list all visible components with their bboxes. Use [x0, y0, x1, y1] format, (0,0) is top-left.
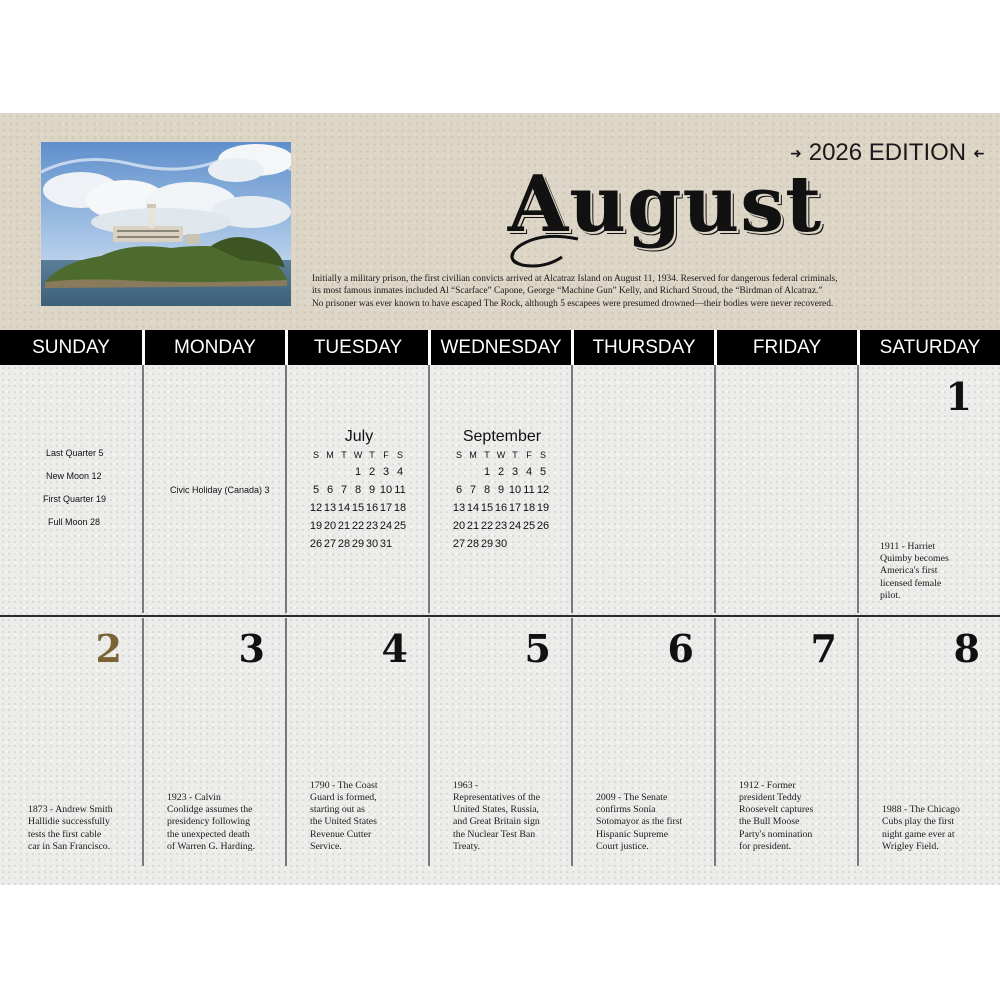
- day-number: 5: [524, 626, 551, 671]
- mini-calendar-day: 30: [365, 538, 379, 550]
- mini-calendar-dow: T: [341, 450, 347, 460]
- mini-calendar-day: 8: [354, 484, 362, 496]
- event-line: 1988 - The Chicago: [882, 804, 960, 816]
- day-event: [882, 804, 998, 853]
- mini-calendar-day: 3: [511, 466, 519, 478]
- mini-calendar-day: 6: [326, 484, 334, 496]
- event-line: 1790 - The Coast: [310, 779, 378, 791]
- edition-text: 2026 EDITION: [808, 139, 967, 166]
- mini-calendar-week: [309, 463, 409, 481]
- event-line: confirms Sonia: [596, 804, 656, 816]
- day-event: [739, 780, 855, 853]
- event-line: for president.: [739, 840, 792, 852]
- mini-calendar-day: 12: [536, 484, 550, 496]
- mini-calendar-day: 19: [536, 502, 550, 514]
- mini-calendar-day: 17: [379, 502, 393, 514]
- day-event: [310, 780, 426, 853]
- mini-calendar-dow-row: [309, 447, 409, 463]
- mini-calendar-day: 6: [455, 484, 463, 496]
- blurb-line: Initially a military prison, the first civilian convicts arrived at Alcatraz Island on August 11, 1934. Reserved for dangerous federal criminals,: [312, 274, 838, 284]
- event-line: 1911 - Harriet: [880, 541, 936, 552]
- mini-calendar-week: [452, 463, 552, 481]
- mini-calendar-day: 21: [466, 520, 480, 532]
- mini-calendar-day: 28: [337, 538, 351, 550]
- calendar-grid: [0, 365, 1000, 885]
- event-line: 2009 - The Senate: [596, 792, 668, 803]
- mini-calendar-week: [309, 499, 409, 517]
- historical-blurb: [312, 273, 990, 310]
- left-arrow-icon: ➜: [973, 144, 985, 161]
- event-line: starting out as: [310, 804, 365, 816]
- mini-calendar-day: [536, 535, 550, 553]
- mini-calendar-dow: S: [455, 450, 462, 460]
- mini-calendar-day: 9: [497, 484, 505, 496]
- mini-calendar-day: [452, 463, 466, 481]
- event-line: Representatives of the: [453, 792, 541, 803]
- day-number: 2: [95, 626, 122, 671]
- mini-calendar-week: [309, 481, 409, 499]
- event-line: Court justice.: [596, 840, 649, 852]
- mini-calendar-day: 22: [480, 520, 494, 532]
- event-line: Hispanic Supreme: [596, 828, 669, 840]
- mini-calendar-day: 25: [522, 520, 536, 532]
- mini-calendar-dow: T: [512, 450, 518, 460]
- mini-calendar-day: [309, 463, 323, 481]
- event-line: the Nuclear Test Ban: [453, 828, 536, 840]
- mini-calendar-day: 16: [365, 502, 379, 514]
- holiday-note: Civic Holiday (Canada) 3: [170, 485, 270, 495]
- mini-calendar-day: 21: [337, 520, 351, 532]
- mini-calendar-dow: S: [396, 450, 403, 460]
- mini-calendar-dow: T: [369, 450, 375, 460]
- event-line: the unexpected death: [167, 828, 250, 840]
- mini-calendar-july: [309, 427, 409, 553]
- event-line: Roosevelt captures: [739, 804, 814, 816]
- mini-calendar-dow: M: [469, 450, 477, 460]
- mini-calendar-day: 30: [494, 538, 508, 550]
- mini-calendar-dow-row: [452, 447, 552, 463]
- event-line: night game ever at: [882, 828, 955, 840]
- event-line: and Great Britain sign: [453, 816, 540, 828]
- mini-calendar-day: 4: [396, 466, 404, 478]
- day-event: [453, 780, 569, 853]
- weekday-friday: FRIDAY: [752, 337, 822, 358]
- day-number: 8: [953, 626, 980, 671]
- mini-calendar-day: 26: [536, 520, 550, 532]
- event-line: Treaty.: [453, 840, 481, 852]
- event-line: America's first: [880, 565, 938, 577]
- event-line: car in San Francisco.: [28, 840, 111, 852]
- weekday-wednesday: WEDNESDAY: [440, 337, 562, 358]
- mini-calendar-day: 3: [382, 466, 390, 478]
- day-event: [28, 804, 146, 853]
- calendar-page: [0, 113, 1000, 885]
- event-line: Revenue Cutter: [310, 828, 372, 840]
- event-line: president Teddy: [739, 792, 802, 803]
- mini-calendar-dow: F: [383, 450, 389, 460]
- mini-calendar-day: 31: [379, 538, 393, 550]
- mini-calendar-week: [309, 517, 409, 535]
- mini-calendar-day: 11: [523, 484, 535, 496]
- mini-calendar-day: 16: [494, 502, 508, 514]
- mini-calendar-title: July: [344, 428, 374, 445]
- event-line: the United States: [310, 816, 377, 828]
- mini-calendar-day: [508, 535, 522, 553]
- mini-calendar-day: 5: [312, 484, 320, 496]
- event-line: United States, Russia,: [453, 804, 539, 816]
- mini-calendar-day: 13: [452, 502, 466, 514]
- event-line: 1912 - Former: [739, 779, 796, 791]
- day-number: 3: [238, 626, 265, 671]
- mini-calendar-day: [522, 535, 536, 553]
- mini-calendar-weeks: [309, 463, 409, 553]
- mini-calendar-dow: F: [526, 450, 532, 460]
- day-number: 7: [810, 626, 837, 671]
- mini-calendar-week: [452, 481, 552, 499]
- moon-phase-item: First Quarter 19: [43, 494, 107, 504]
- mini-calendar-day: 15: [351, 502, 365, 514]
- mini-calendar-day: 20: [323, 520, 337, 532]
- event-line: Cubs play the first: [882, 816, 955, 828]
- event-line: Wrigley Field.: [882, 840, 939, 852]
- mini-calendar-day: 28: [466, 538, 480, 550]
- mini-calendar-day: 10: [379, 484, 393, 496]
- mini-calendar-day: 12: [309, 502, 323, 514]
- event-line: Guard is formed,: [310, 792, 377, 803]
- weekday-tuesday: TUESDAY: [313, 337, 403, 358]
- mini-calendar-day: 25: [393, 520, 407, 532]
- event-line: pilot.: [880, 589, 901, 601]
- calendar-header: [0, 113, 1000, 331]
- mini-calendar-day: 15: [480, 502, 494, 514]
- mini-calendar-day: 24: [379, 520, 393, 532]
- mini-calendar-day: 9: [368, 484, 376, 496]
- mini-calendar-week: [452, 535, 552, 553]
- event-line: Party's nomination: [739, 828, 813, 840]
- mini-calendar-day: 13: [323, 502, 337, 514]
- mini-calendar-day: 23: [365, 520, 379, 532]
- day-number: 6: [667, 626, 694, 671]
- mini-calendar-day: 14: [466, 502, 480, 514]
- mini-calendar-day: 27: [323, 538, 337, 550]
- event-line: Service.: [310, 840, 342, 852]
- mini-calendar-day: 22: [351, 520, 365, 532]
- event-line: Coolidge assumes the: [167, 804, 253, 816]
- mini-calendar-day: 20: [452, 520, 466, 532]
- mini-calendar-day: 2: [368, 466, 376, 478]
- mini-calendar-day: [337, 463, 351, 481]
- mini-calendar-day: 11: [394, 484, 406, 496]
- mini-calendar-dow: S: [312, 450, 319, 460]
- blurb-line: No prisoner was ever known to have escaped The Rock, although 5 escapees were presumed drowned—their bodies were never recovered.: [312, 298, 834, 309]
- event-line: presidency following: [167, 816, 250, 828]
- mini-calendar-day: 14: [337, 502, 351, 514]
- weekday-saturday: SATURDAY: [879, 337, 981, 358]
- month-title: August: [507, 159, 823, 250]
- mini-calendar-day: 1: [354, 466, 362, 478]
- event-line: Hallidie successfully: [28, 816, 110, 828]
- mini-calendar-day: 18: [393, 502, 407, 514]
- mini-calendar-dow: W: [496, 450, 506, 460]
- event-line: 1873 - Andrew Smith: [28, 804, 113, 816]
- day-event: [596, 792, 712, 853]
- event-line: Quimby becomes: [880, 553, 949, 565]
- event-line: Sotomayor as the first: [596, 816, 683, 828]
- event-line: of Warren G. Harding.: [167, 840, 255, 852]
- mini-calendar-day: 19: [309, 520, 323, 532]
- mini-calendar-weeks: [452, 463, 552, 553]
- mini-calendar-day: 18: [522, 502, 536, 514]
- day-number: 1: [945, 374, 972, 419]
- weekday-sunday: SUNDAY: [32, 337, 110, 358]
- mini-calendar-day: 4: [525, 466, 533, 478]
- event-line: licensed female: [880, 577, 942, 589]
- day-number: 4: [381, 626, 408, 671]
- mini-calendar-day: 24: [508, 520, 522, 532]
- mini-calendar-day: 27: [452, 538, 466, 550]
- mini-calendar-dow: S: [539, 450, 546, 460]
- mini-calendar-day: 1: [483, 466, 491, 478]
- mini-calendar-week: [452, 517, 552, 535]
- mini-calendar-week: [309, 535, 409, 553]
- day-event: [167, 792, 283, 853]
- mini-calendar-day: [323, 463, 337, 481]
- day-event: [880, 541, 980, 602]
- mini-calendar-day: 7: [340, 484, 348, 496]
- mini-calendar-day: 7: [469, 484, 477, 496]
- mini-calendar-day: 10: [508, 484, 522, 496]
- mini-calendar-day: 17: [508, 502, 522, 514]
- mini-calendar-day: 26: [309, 538, 323, 550]
- weekday-header-bar: [0, 330, 1000, 365]
- mini-calendar-day: 5: [539, 466, 547, 478]
- mini-calendar-day: 29: [351, 538, 365, 550]
- weekday-monday: MONDAY: [174, 337, 256, 358]
- event-line: the Bull Moose: [739, 816, 800, 828]
- moon-phase-item: Full Moon 28: [48, 517, 101, 527]
- weekday-thursday: THURSDAY: [592, 337, 696, 358]
- mini-calendar-day: [393, 535, 407, 553]
- mini-calendar-dow: W: [353, 450, 363, 460]
- mini-calendar-title: September: [462, 428, 542, 445]
- event-line: 1923 - Calvin: [167, 792, 221, 803]
- moon-phase-item: Last Quarter 5: [46, 448, 104, 458]
- mini-calendar-day: 8: [483, 484, 491, 496]
- moon-phase-item: New Moon 12: [46, 471, 102, 481]
- mini-calendar-day: 29: [480, 538, 494, 550]
- mini-calendar-dow: M: [326, 450, 334, 460]
- right-arrow-icon: ➜: [790, 144, 802, 161]
- mini-calendar-day: 2: [497, 466, 505, 478]
- mini-calendar-dow: T: [484, 450, 490, 460]
- alcatraz-photo: [41, 142, 291, 306]
- blurb-line: its most famous inmates included Al “Scarface” Capone, George “Machine Gun” Kelly, and Richard Stroud, the “Birdman of Alcatraz.”: [312, 286, 823, 297]
- mini-calendar-september: [452, 427, 552, 553]
- mini-calendar-day: 23: [494, 520, 508, 532]
- event-line: 1963 -: [453, 779, 479, 791]
- mini-calendar-week: [452, 499, 552, 517]
- event-line: tests the first cable: [28, 828, 102, 840]
- mini-calendar-day: [466, 463, 480, 481]
